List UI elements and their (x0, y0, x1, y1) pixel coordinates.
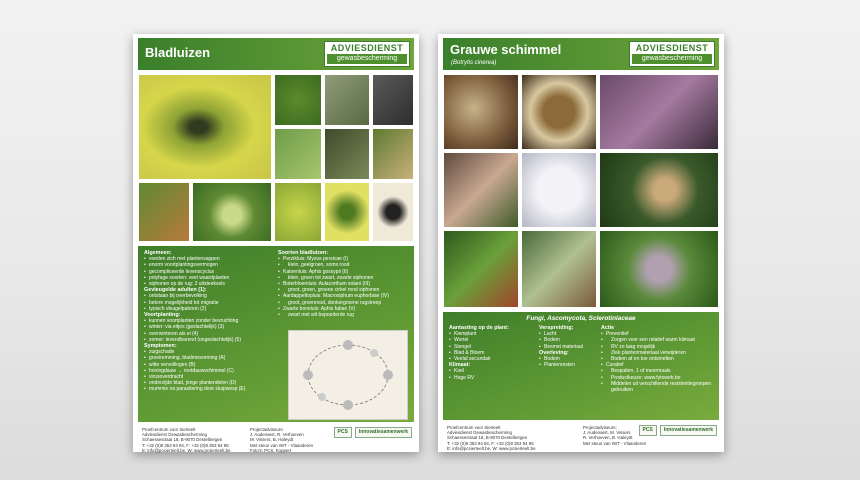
brand-logo: ADVIESDIENST gewasbescherming (629, 41, 715, 67)
footer-logos (334, 427, 412, 438)
photo-aphid-5 (372, 182, 414, 242)
poster-bladluizen (133, 34, 419, 452)
iwt-logo: Innovatiesamenwerk (355, 427, 412, 438)
photo-aphid-1 (138, 182, 190, 242)
photo-botrytis-5 (521, 152, 597, 228)
poster-footer (443, 423, 719, 453)
photo-leaf-f (372, 128, 414, 180)
photo-leaf-e (324, 128, 370, 180)
poster-header (138, 38, 414, 70)
photo-botrytis-4 (443, 152, 519, 228)
lifecycle-diagram (288, 330, 408, 420)
photo-leaf-b (324, 74, 370, 126)
photo-botrytis-2 (521, 74, 597, 150)
iwt-logo: Innovatiesamenwerk (660, 425, 717, 436)
photo-botrytis-7 (443, 230, 519, 308)
poster-title: Bladluizen (145, 45, 211, 60)
info-column-3: Actie • Preventief • Zorgen voor een relatief warm klimaat • RV zo laag mogelijk • Ziek plantenmateriaal verwijderen • Bodem af en toe ontsmetten • Curatief • Bespuiten, 1 of meermaals • Productkeuze: www.fytoweb.be • Middelen uit verschillende resistentiegroepen gebruiken (601, 325, 717, 393)
poster-header (443, 38, 719, 70)
info-column-2: Verspreiding: • Lucht • Bodem • Besmet materiaal Overleving: • Bodem • Plantenresten (539, 325, 599, 368)
photo-botrytis-9 (599, 230, 719, 308)
brand-logo: ADVIESDIENST gewasbescherming (324, 41, 410, 67)
footer-advisors: Projectadviseurs: J. Audenaert, R. Verhoeven M. Vissers, B. Haleydt Met steun van IWT - Vlaanderen Foto's: PCS, Koppert (250, 427, 314, 453)
poster-grauwe-schimmel (438, 34, 724, 452)
photo-aphid-3 (274, 182, 322, 242)
info-column-2: Soorten bladluizen: • Perzikluis: Myzus persicae (I) • klein, geelgroen, soms rood • Katoenluis: Aphis gossypii (II) • klein, groen tot zwart, zwarte siphonen • Boterbloemluis: Aulacorthum solani (III) • groot, groen, groene cirkel rond siphonen • Aardappeltopluis: Macrosiphum euphorbiae (IV) • groot, groenrood, donkergroene rugstreep • Zwarte boneluis: Aphis fabae (V) • zwart met wit bepoederde rug (278, 250, 412, 318)
photo-botrytis-1 (443, 74, 519, 150)
photo-leaf-d (274, 128, 322, 180)
taxonomy-line: Fungi, Ascomycota, Sclerotiniaceae (526, 315, 636, 322)
info-column-1: Algemeen: • voeden zich met plantensappen • enorm voortplantingsvermogen • gecompliceerde levenscyclus • polyfage soorten: veel waardplanten • siphonen op de rug: 2 uitsteeksels Gevleugelde adulten (1): • ontstaan bij overbevolking • betere mogelijkheid tot migratie • typisch vleugelpatroon (2) Voortplanting: • kunnen voortplanten zonder bevruchting • winter: via eitjes (geslachtelijk) (3) • overwinteren als ei (4) • zomer: levendbarend (ongeslachtelijk) (5) Symptomen: • zuigschade • groeiremming, bladmisvorming (A) • witte vervellingen (B) • honingdauw → roetdauwschimmel (C) • virusoverdracht • onderzijde blad, jonge plantendelen (D) • mummie na parasitering door sluipwesp (E) (144, 250, 274, 393)
pcs-logo: PCS (639, 425, 657, 436)
footer-advisors: Projectadviseurs: J. Audenaert, M. Vissers R. Verhoeven, B. Haleydt Met steun van IWT - Vlaanderen (583, 425, 647, 446)
lifecycle-arrows (289, 331, 407, 419)
photo-botrytis-8 (521, 230, 597, 308)
photo-leaf-c (372, 74, 414, 126)
photo-botrytis-6 (599, 152, 719, 228)
footer-contact: Proefcentrum voor Sierteelt Adviesdienst Gewasbescherming Schaessestraat 18, B-9070 Destelbergen T: +32 (0)9 353 94 94, F: +32 (0)9 353 94 95 E: info@pcsierteelt.be, W: www.pcsierteelt.be (447, 425, 536, 451)
photo-grid (443, 74, 719, 308)
footer-contact: Proefcentrum voor Sierteelt Adviesdienst Gewasbescherming Schaessestraat 18, B-9070 Destelbergen T: +32 (0)9 353 94 94, F: +32 (0)9 353 94 95 E: info@pcsierteelt.be, W: www.pcsierteelt.be (142, 427, 231, 453)
photo-grid (138, 74, 414, 242)
footer-logos (639, 425, 717, 436)
poster-subtitle: (Botrytis cinerea) (451, 60, 497, 66)
pcs-logo: PCS (334, 427, 352, 438)
info-column-1: Aantasting op de plant: • Kiemplant • Wortel • Stengel • Blad & Bloem • Veelal secundair Klimaat: • Koel • Hoge RV (449, 325, 537, 381)
photo-botrytis-3 (599, 74, 719, 150)
poster-title: Grauwe schimmel (450, 42, 562, 57)
photo-aphid-2 (192, 182, 272, 242)
photo-leaf-a (274, 74, 322, 126)
info-panel (138, 246, 414, 422)
poster-footer (138, 425, 414, 455)
photo-aphid-4 (324, 182, 370, 242)
photo-aphid-winged (138, 74, 272, 180)
info-panel (443, 312, 719, 420)
